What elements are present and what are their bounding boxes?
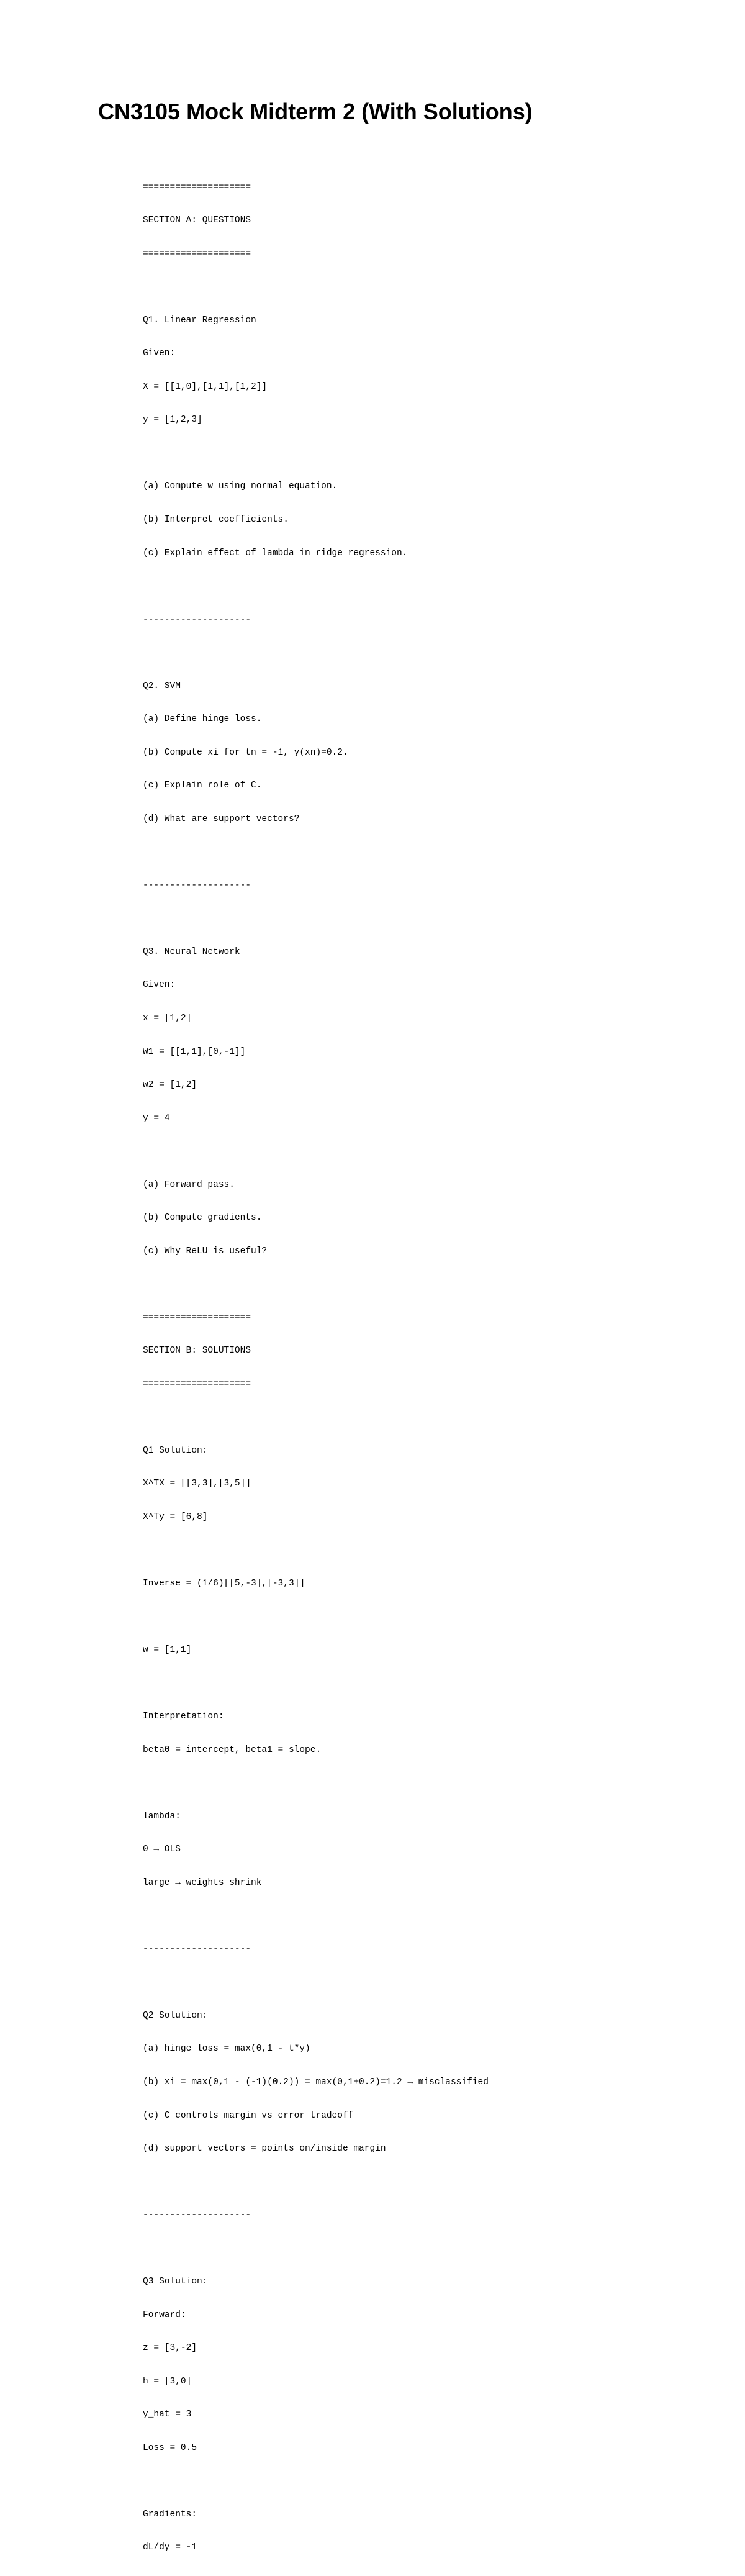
section-a-rule-bottom: ==================== [143,248,251,259]
blank-line [143,1146,489,1158]
blank-line [143,2476,489,2487]
blank-line [143,1679,489,1690]
section-a-rule-top: ==================== [143,182,251,193]
q1-solution-xtx: X^TX = [[3,3],[3,5]] [143,1479,251,1489]
q3-solution-loss: Loss = 0.5 [143,2442,197,2453]
q1-part-a: (a) Compute w using normal equation. [143,481,338,492]
blank-line [143,2244,489,2255]
q1-solution-interpretation-label: Interpretation: [143,1712,224,1722]
separator-rule: -------------------- [143,2210,251,2221]
q2-part-a: (a) Define hinge loss. [143,714,262,725]
blank-line [143,1279,489,1290]
blank-line [143,1911,489,1922]
q2-solution-c: (c) C controls margin vs error tradeoff [143,2110,354,2121]
q1-part-b: (b) Interpret coefficients. [143,515,289,525]
q3-solution-heading: Q3 Solution: [143,2277,208,2287]
q1-solution-heading: Q1 Solution: [143,1445,208,1456]
q3-solution-y-hat: y_hat = 3 [143,2410,192,2420]
q3-given-w1: W1 = [[1,1],[0,-1]] [143,1046,246,1057]
blank-line [143,847,489,858]
q3-given-x: x = [1,2] [143,1013,192,1023]
q2-part-b: (b) Compute xi for tn = -1, y(xn)=0.2. [143,747,348,758]
exam-content-block [143,160,489,2576]
blank-line [143,1412,489,1423]
blank-line [143,282,489,293]
q2-solution-heading: Q2 Solution: [143,2010,208,2021]
blank-line [143,448,489,460]
section-b-heading: SECTION B: SOLUTIONS [143,1346,251,1356]
q3-solution-dl-dy: dL/dy = -1 [143,2542,197,2553]
q1-solution-lambda-label: lambda: [143,1811,181,1821]
blank-line [143,581,489,592]
blank-line [143,914,489,925]
q2-part-d: (d) What are support vectors? [143,814,300,824]
q3-given-w2: w2 = [1,2] [143,1080,197,1091]
q2-heading: Q2. SVM [143,681,181,691]
blank-line [143,1612,489,1623]
blank-line [143,2177,489,2188]
q1-solution-w: w = [1,1] [143,1645,192,1656]
q3-solution-z: z = [3,-2] [143,2343,197,2354]
q1-solution-interpretation: beta0 = intercept, beta1 = slope. [143,1744,322,1755]
q2-solution-d: (d) support vectors = points on/inside margin [143,2144,386,2154]
q3-solution-h: h = [3,0] [143,2376,192,2387]
blank-line [143,1545,489,1556]
q1-given-label: Given: [143,348,176,359]
q3-solution-gradients-label: Gradients: [143,2509,197,2519]
section-b-rule-top: ==================== [143,1312,251,1323]
q3-given-label: Given: [143,980,176,991]
blank-line [143,648,489,659]
q1-given-x: X = [[1,0],[1,1],[1,2]] [143,381,268,392]
q1-solution-lambda-large: large → weights shrink [143,1877,262,1888]
q1-solution-inverse: Inverse = (1/6)[[5,-3],[-3,3]] [143,1579,305,1589]
separator-rule: -------------------- [143,880,251,891]
q3-given-y: y = 4 [143,1113,170,1123]
separator-rule: -------------------- [143,614,251,625]
separator-rule: -------------------- [143,1944,251,1954]
q1-solution-xty: X^Ty = [6,8] [143,1512,208,1522]
q3-part-c: (c) Why ReLU is useful? [143,1246,268,1256]
q3-part-b: (b) Compute gradients. [143,1213,262,1223]
q1-given-y: y = [1,2,3] [143,415,202,425]
q1-solution-lambda-zero: 0 → OLS [143,1844,181,1855]
q2-solution-a: (a) hinge loss = max(0,1 - t*y) [143,2044,310,2054]
q3-part-a: (a) Forward pass. [143,1179,235,1190]
q2-solution-b: (b) xi = max(0,1 - (-1)(0.2)) = max(0,1+0.2)=1.2 → misclassified [143,2077,489,2087]
section-b-rule-bottom: ==================== [143,1379,251,1389]
q3-heading: Q3. Neural Network [143,946,240,957]
page-title: CN3105 Mock Midterm 2 (With Solutions) [98,99,533,124]
q1-part-c: (c) Explain effect of lambda in ridge regression. [143,548,408,558]
blank-line [143,1778,489,1789]
section-a-heading: SECTION A: QUESTIONS [143,215,251,226]
blank-line [143,1977,489,1989]
q1-heading: Q1. Linear Regression [143,315,256,325]
q3-solution-forward-label: Forward: [143,2310,186,2320]
q2-part-c: (c) Explain role of C. [143,781,262,791]
